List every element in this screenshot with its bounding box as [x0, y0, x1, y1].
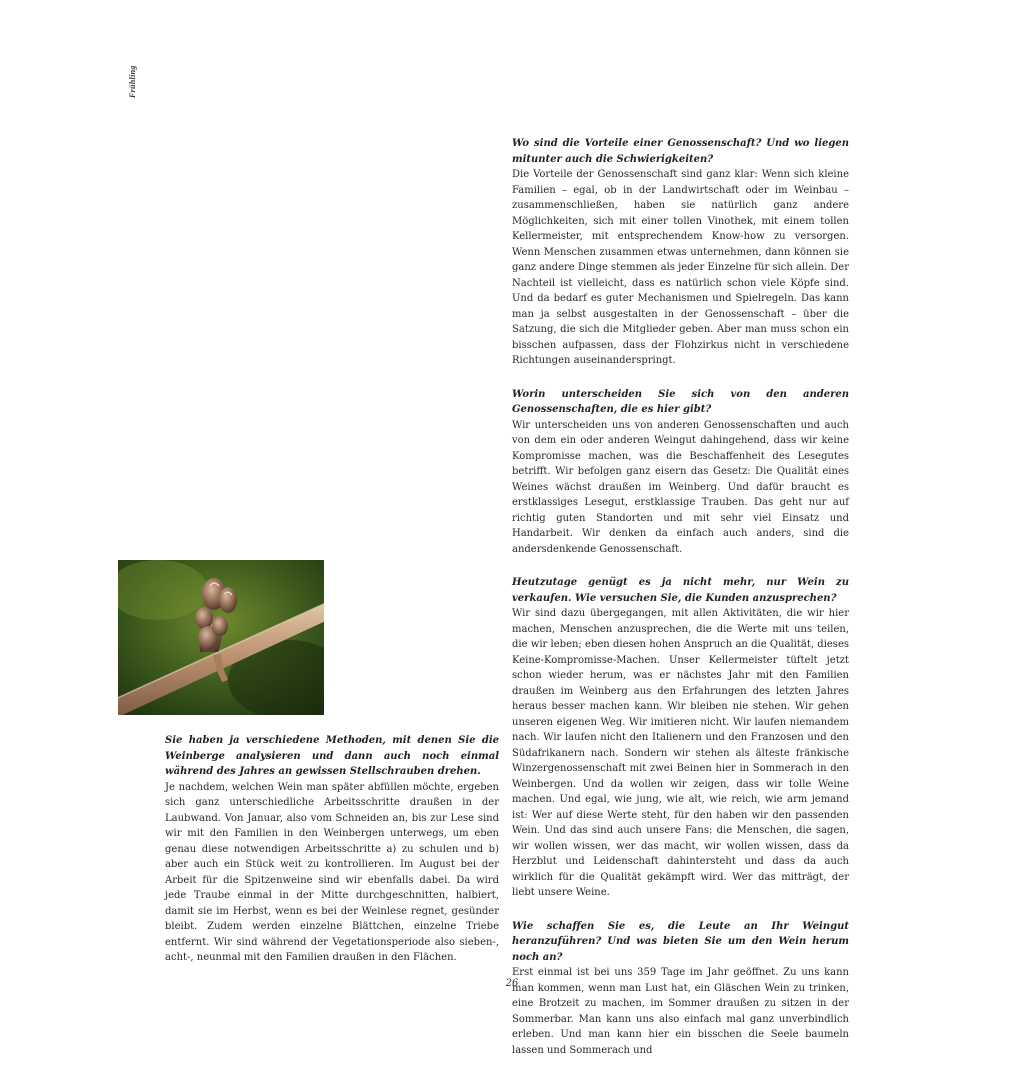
right-text-column	[512, 136, 849, 1076]
interview-answer: Wir unterscheiden uns von anderen Genossenschaften und auch von dem ein oder anderen Weingut dahingehend, dass wir keine Kompromisse machen, was die Beschaffenheit des Lesegutes betrifft. Wir befolgen ganz eisern das Gesetz: Die Qualität eines Weines wächst draußen im Weinberg. Und dafür braucht es erstklassiges Lesegut, erstklassige Trauben. Das geht nur auf richtig guten Standorten und mit sehr viel Einsatz und Handarbeit. Wir denken da einfach auch anders, sind die andersdenkende Genossenschaft.	[512, 419, 849, 555]
section-label: Frühling	[128, 65, 137, 98]
left-text-column	[165, 733, 499, 984]
interview-answer: Wir sind dazu übergegangen, mit allen Aktivitäten, die wir hier machen, Menschen anzusprechen, die die Werte mit uns teilen, die wir leben; eben diesen hohen Anspruch an die Qualität, dieses Keine-Kompromisse-Machen. Unser Kellermeister tüftelt jetzt schon wieder herum, was er nächstes Jahr mit den Familien draußen im Weinberg aus den Erfahrungen des letzten Jahres heraus besser machen kann. Wir bleiben nie stehen. Wir gehen unseren eigenen Weg. Wir imitieren nicht. Wir laufen niemandem nach. Wir laufen nicht den Italienern und den Franzosen und den Südafrikanern nach. Sondern wir stehen als älteste fränkische Winzergenossenschaft mit zwei Beinen hier in Sommerach in den Weinbergen. Und da wollen wir zeigen, dass wir tolle Weine machen. Und egal, wie jung, wie alt, wie reich, wie arm jemand ist: Wer auf diese Werte steht, für den haben wir den passenden Wein. Und das sind auch unsere Fans: die Menschen, die sagen, wir wollen wissen, wer das macht, wir wollen wissen, dass da Herzblut und Leidenschaft dahintersteht und dass da auch wirklich für die Qualität gekämpft wird. Wer das mitträgt, der liebt unsere Weine.	[512, 608, 849, 898]
interview-answer: Die Vorteile der Genossenschaft sind ganz klar: Wenn sich kleine Familien – egal, ob in der Landwirtschaft oder im Weinbau – zusammenschließen, haben sie natürlich ganz andere Möglichkeiten, sich mit einer tollen Vinothek, mit einem tollen Kellermeister, mit entsprechendem Know-how zu versorgen. Wenn Menschen zusammen etwas unternehmen, dann können sie ganz andere Dinge stemmen als jeder Einzelne für sich allein. Der Nachteil ist vielleicht, dass es natürlich schon viele Köpfe sind. Und da bedarf es guter Mechanismen und Spielregeln. Das kann man ja selbst ausgestalten in der Genossenschaft – über die Satzung, die sich die Mitglieder geben. Aber man muss schon ein bisschen aufpassen, dass der Flohzirkus nicht in verschiedene Richtungen auseinanderspringt.	[512, 169, 849, 366]
interview-block	[165, 733, 499, 966]
interview-question: Wie schaffen Sie es, die Leute an Ihr Weingut heranzuführen? Und was bieten Sie um den Wein herum noch an?	[512, 920, 849, 963]
interview-answer: Je nachdem, welchen Wein man später abfüllen möchte, ergeben sich ganz unterschiedliche Arbeitsschritte draußen in der Laubwand. Von Januar, also vom Schneiden an, bis zur Lese sind wir mit den Familien in den Weinbergen unterwegs, um eben genau diese notwendigen Arbeitsschritte a) zu schulen und b) aber auch ein Stück weit zu kontrollieren. Im August bei der Arbeit für die Spitzenweine sind wir ebenfalls dabei. Da wird jede Traube einmal in der Mitte durchgeschnitten, halbiert, damit sie im Herbst, wenn es bei der Weinlese regnet, gesünder bleibt. Zudem werden einzelne Blättchen, einzelne Triebe entfernt. Wir sind während der Vegetationsperiode also sieben-, acht-, neunmal mit den Familien draußen in den Flächen.	[165, 781, 499, 963]
interview-block	[512, 387, 849, 558]
interview-question: Heutzutage genügt es ja nicht mehr, nur Wein zu verkaufen. Wie versuchen Sie, die Kunden anzusprechen?	[512, 577, 849, 604]
interview-block	[512, 575, 849, 901]
interview-question: Sie haben ja verschiedene Methoden, mit denen Sie die Weinberge analysieren und dann auch noch einmal während des Jahres an gewissen Stellschrauben drehen.	[165, 735, 499, 777]
vine-bud-photo	[118, 560, 324, 715]
interview-question: Wo sind die Vorteile einer Genossenschaft? Und wo liegen mitunter auch die Schwierigkeiten?	[512, 138, 849, 165]
interview-answer: Erst einmal ist bei uns 359 Tage im Jahr geöffnet. Zu uns kann man kommen, wenn man Lust hat, ein Gläschen Wein zu trinken, eine Brotzeit zu machen, im Sommer draußen zu sitzen in der Sommerbar. Man kann uns also einfach mal ganz unverbindlich erleben. Und man kann hier ein bisschen die Seele baumeln lassen und Sommerach und	[512, 967, 849, 1056]
interview-question: Worin unterscheiden Sie sich von den anderen Genossenschaften, die es hier gibt?	[512, 388, 849, 415]
page-number: 26	[505, 978, 519, 989]
interview-block	[512, 136, 849, 369]
